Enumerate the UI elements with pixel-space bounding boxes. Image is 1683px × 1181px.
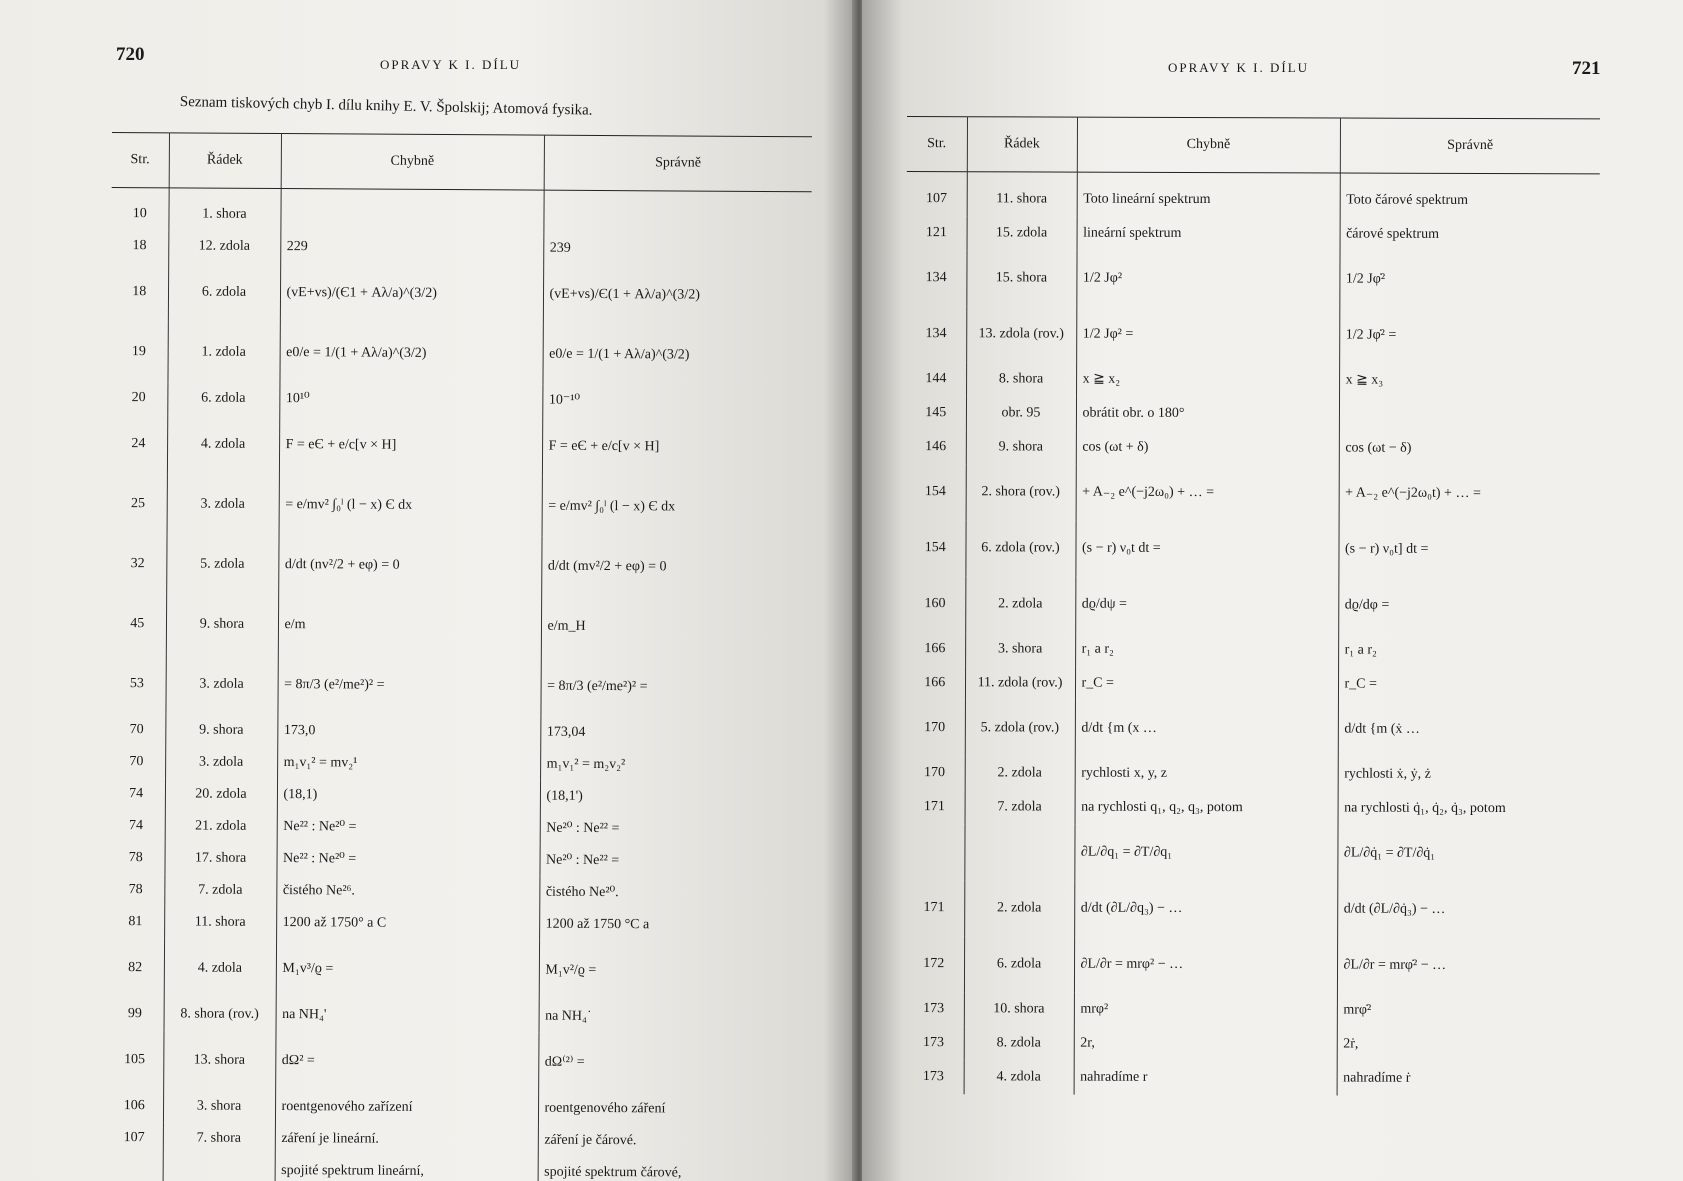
- right-cell: e0/e = 1/(1 + Aλ/a)^(3/2): [549, 346, 690, 363]
- wrong-cell: na NH₄': [276, 999, 539, 1033]
- running-head: OPRAVY K I. DÍLU: [380, 57, 522, 72]
- page-cell: 70: [108, 746, 165, 778]
- table-row: [109, 594, 809, 658]
- line-cell: 4. zdola: [164, 938, 276, 999]
- page-cell: 81: [107, 906, 164, 938]
- page-number: 721: [1572, 58, 1601, 79]
- right-cell: mrφ̇²: [1343, 1002, 1372, 1018]
- wrong-cell: d/dt {m (x …: [1075, 701, 1338, 758]
- line-cell: 2. shora (rov.): [966, 464, 1076, 520]
- wrong-cell: dΩ² =: [275, 1031, 538, 1093]
- right-cell: = e/mv² ∫₀ˡ (l − x) Є dx: [548, 498, 676, 515]
- column-header: Chybně: [1077, 117, 1340, 173]
- wrong-cell: r₁ a r₂: [1075, 633, 1338, 668]
- page-cell: 146: [906, 430, 966, 464]
- line-cell: 11. shora: [164, 906, 276, 939]
- right-cell: d/dt {m (ẋ …: [1344, 721, 1420, 737]
- line-cell: 9. shora: [165, 714, 277, 747]
- line-cell: 13. zdola (rov.): [966, 306, 1076, 362]
- wrong-cell: 2r,: [1074, 1027, 1337, 1062]
- wrong-cell: nahradíme r: [1074, 1061, 1337, 1096]
- wrong-cell: Ne²² : Ne²⁰ =: [277, 811, 540, 845]
- line-cell: 20. zdola: [165, 778, 277, 811]
- table-row: [111, 187, 811, 234]
- page-cell: 172: [904, 936, 964, 992]
- line-cell: [163, 1154, 275, 1181]
- table-row: [111, 262, 811, 326]
- page-cell: [106, 1154, 163, 1181]
- page-cell: 106: [106, 1090, 163, 1122]
- line-cell: 7. shora: [163, 1122, 275, 1155]
- line-cell: 8. zdola: [964, 1026, 1074, 1060]
- page-number: 720: [116, 44, 145, 65]
- page-cell: 145: [906, 396, 966, 430]
- wrong-cell: d/dt (∂L/∂q₃) − …: [1074, 881, 1337, 938]
- right-cell: 239: [549, 240, 571, 256]
- errata-caption: Seznam tiskových chyb I. dílu knihy E. V. Špolskij; Atomová fysika.: [179, 94, 593, 119]
- page-cell: 154: [905, 520, 965, 576]
- table-row: [905, 756, 1598, 792]
- page-cell: 171: [905, 790, 965, 824]
- table-row: [106, 1090, 806, 1126]
- right-cell: 1200 až 1750 °C a: [545, 916, 650, 933]
- right-cell: nahradíme ṙ: [1343, 1070, 1411, 1086]
- wrong-cell: cos (ωt + δ): [1076, 431, 1339, 466]
- page-cell: 173: [904, 992, 964, 1026]
- page-cell: 78: [107, 842, 164, 874]
- line-cell: 3. shora: [965, 632, 1075, 666]
- page-cell: 134: [906, 306, 966, 362]
- wrong-cell: na rychlosti q₁, q₂, q₃, potom: [1075, 791, 1338, 826]
- right-cell: M₁v²/ϱ =: [545, 962, 597, 978]
- right-cell: dϱ/dφ =: [1344, 597, 1390, 613]
- page-cell: 173: [904, 1026, 964, 1060]
- wrong-cell: x ≧ x₂: [1076, 363, 1339, 398]
- wrong-cell: 1200 až 1750° a C: [276, 907, 539, 941]
- right-cell: na NH₄˙: [545, 1008, 592, 1024]
- wrong-cell: m₁v₁² = mv₂¹: [277, 747, 540, 781]
- table-row: [904, 880, 1597, 938]
- line-cell: 2. zdola: [965, 756, 1075, 790]
- line-cell: 8. shora: [966, 362, 1076, 396]
- table-row: [906, 396, 1599, 432]
- page-cell: 25: [110, 474, 167, 534]
- right-cell: 2ṙ,: [1343, 1036, 1359, 1052]
- wrong-cell: čistého Ne²⁶.: [276, 875, 539, 909]
- line-cell: 11. zdola (rov.): [965, 666, 1075, 700]
- table-row: [904, 1060, 1597, 1096]
- wrong-cell: 1/2 Jφ²: [1076, 251, 1339, 308]
- line-cell: 9. shora: [966, 430, 1076, 464]
- wrong-cell: dϱ/dψ =: [1075, 577, 1338, 634]
- line-cell: 12. zdola: [168, 230, 280, 263]
- wrong-cell: obrátit obr. o 180°: [1076, 397, 1339, 432]
- right-cell: (vE+vs)/Є(1 + Aλ/a)^(3/2): [549, 286, 700, 303]
- right-cell: 1/2 Jφ̇²: [1345, 271, 1386, 287]
- page-cell: 170: [905, 700, 965, 756]
- wrong-cell: 1/2 Jφ² =: [1076, 307, 1339, 364]
- page-cell: 166: [905, 632, 965, 666]
- line-cell: 8. shora (rov.): [164, 998, 276, 1031]
- page-cell: 19: [110, 322, 167, 382]
- running-head: OPRAVY K I. DÍLU: [1168, 60, 1310, 75]
- table-row: [110, 414, 810, 478]
- column-header: Řádek: [967, 117, 1077, 172]
- right-cell: = 8π/3 (e²/me²)² =: [547, 678, 648, 695]
- line-cell: 10. shora: [964, 992, 1074, 1026]
- right-cell: 1/2 Jφ̇² =: [1345, 327, 1397, 343]
- right-cell: (18,1'): [546, 788, 583, 804]
- wrong-cell: spojité spektrum lineární,: [275, 1155, 538, 1181]
- page-cell: 170: [905, 756, 965, 790]
- wrong-cell: záření je lineární.: [275, 1123, 538, 1157]
- errata-table-left: [106, 132, 812, 1181]
- line-cell: 3. zdola: [165, 746, 277, 779]
- column-header: Správně: [1340, 118, 1600, 174]
- page-cell: 20: [110, 382, 167, 414]
- line-cell: 2. zdola: [965, 576, 1075, 632]
- table-row: [106, 1030, 806, 1094]
- table-row: [905, 520, 1598, 578]
- line-cell: 1. shora: [168, 188, 280, 231]
- right-cell: d/dt (mv²/2 + eφ) = 0: [547, 558, 667, 575]
- table-row: [905, 632, 1598, 668]
- right-cell: F = eЄ + e/c[v × H]: [548, 438, 660, 455]
- wrong-cell: = e/mv² ∫₀ˡ (l − x) Є dx: [279, 475, 542, 537]
- table-row: [108, 746, 808, 782]
- wrong-cell: Toto lineární spektrum: [1077, 172, 1340, 217]
- line-cell: 15. zdola: [967, 216, 1077, 250]
- wrong-cell: 229: [280, 231, 543, 265]
- wrong-cell: e/m: [278, 595, 541, 657]
- table-row: [906, 250, 1599, 308]
- table-row: [905, 666, 1598, 702]
- right-cell: r_C =: [1344, 676, 1377, 692]
- table-row: [110, 474, 810, 538]
- table-row: [107, 998, 807, 1034]
- wrong-cell: (18,1): [277, 779, 540, 813]
- line-cell: obr. 95: [966, 396, 1076, 430]
- right-cell: 10⁻¹⁰: [548, 392, 581, 408]
- wrong-cell: (vE+vs)/(Є1 + Aλ/a)^(3/2): [280, 263, 543, 325]
- table-row: [905, 700, 1598, 758]
- page-cell: 154: [906, 464, 966, 520]
- table-row: [904, 992, 1597, 1028]
- page-cell: 74: [108, 778, 165, 810]
- table-row: [907, 171, 1600, 218]
- table-row: [907, 216, 1600, 252]
- page-cell: 121: [907, 216, 967, 250]
- wrong-cell: mrφ²: [1074, 993, 1337, 1028]
- right-cell: ∂L/∂q̇₁ = ∂T/∂q̇₁: [1343, 845, 1436, 861]
- wrong-cell: 173,0: [277, 715, 540, 749]
- page-cell: 134: [906, 250, 966, 306]
- table-row: [106, 1122, 806, 1158]
- line-cell: 5. zdola: [166, 534, 278, 595]
- right-cell: e/m_H: [547, 618, 586, 634]
- line-cell: [964, 824, 1074, 880]
- page-cell: 82: [107, 938, 164, 998]
- right-cell: d/dt (∂L/∂q̇₃) − …: [1343, 901, 1446, 917]
- page-cell: 171: [904, 880, 964, 936]
- wrong-cell: roentgenového zařízení: [275, 1091, 538, 1125]
- line-cell: 6. zdola (rov.): [965, 520, 1075, 576]
- right-cell: m₁v₁² = m₂v₂²: [546, 756, 626, 773]
- table-row: [108, 810, 808, 846]
- page-cell: 24: [110, 414, 167, 474]
- right-cell: roentgenového záření: [544, 1100, 666, 1117]
- table-row: [107, 906, 807, 942]
- wrong-cell: = 8π/3 (e²/me²)² =: [277, 655, 540, 717]
- wrong-cell: ∂L/∂r = mrφ² − …: [1074, 937, 1337, 994]
- wrong-cell: lineární spektrum: [1077, 217, 1340, 252]
- line-cell: 4. zdola: [167, 414, 279, 475]
- table-row: [110, 382, 810, 418]
- table-header-row: [112, 132, 812, 191]
- wrong-cell: [280, 189, 543, 233]
- right-cell: [1339, 398, 1599, 433]
- line-cell: 2. zdola: [964, 880, 1074, 936]
- page-cell: 107: [106, 1122, 163, 1154]
- page-cell: 166: [905, 666, 965, 700]
- line-cell: 7. zdola: [965, 790, 1075, 824]
- wrong-cell: rychlosti x, y, z: [1075, 757, 1338, 792]
- table-row: [904, 1026, 1597, 1062]
- table-row: [906, 306, 1599, 364]
- page-cell: 173: [904, 1060, 964, 1094]
- table-row: [107, 874, 807, 910]
- line-cell: 5. zdola (rov.): [965, 700, 1075, 756]
- table-row: [906, 430, 1599, 466]
- right-cell: rychlosti ẋ, ẏ, ż: [1344, 766, 1431, 782]
- table-row: [904, 936, 1597, 994]
- table-row: [904, 824, 1597, 882]
- line-cell: 4. zdola: [964, 1060, 1074, 1094]
- right-cell: záření je čárové.: [544, 1132, 637, 1149]
- table-row: [111, 230, 811, 266]
- page-cell: 107: [907, 171, 967, 216]
- line-cell: 3. shora: [163, 1090, 275, 1123]
- line-cell: 1. zdola: [167, 322, 279, 383]
- wrong-cell: ∂L/∂q₁ = ∂T/∂q₁: [1074, 825, 1337, 882]
- table-row: [108, 778, 808, 814]
- wrong-cell: d/dt (nv²/2 + eφ) = 0: [278, 535, 541, 597]
- page-cell: 45: [109, 594, 166, 654]
- page-cell: 74: [108, 810, 165, 842]
- page-cell: 105: [106, 1030, 163, 1090]
- line-cell: 3. zdola: [165, 654, 277, 715]
- table-row: [109, 534, 809, 598]
- page-cell: 160: [905, 576, 965, 632]
- table-row: [906, 362, 1599, 398]
- line-cell: 6. zdola: [167, 382, 279, 415]
- table-header-row: [907, 117, 1600, 174]
- right-cell: dΩ⁽²⁾ =: [544, 1054, 585, 1070]
- right-cell: r₁ a r₂: [1344, 642, 1377, 658]
- right-cell: x ≧ x₃: [1345, 372, 1384, 388]
- line-cell: 6. zdola: [168, 262, 280, 323]
- page-cell: 144: [906, 362, 966, 396]
- table-row: [905, 790, 1598, 826]
- line-cell: 9. shora: [166, 594, 278, 655]
- line-cell: 13. shora: [163, 1030, 275, 1091]
- table-row: [108, 714, 808, 750]
- right-cell: Toto čárové spektrum: [1346, 192, 1469, 208]
- column-header: Str.: [112, 132, 169, 187]
- right-cell: cos (ωt − δ): [1345, 440, 1412, 456]
- column-header: Chybně: [281, 134, 544, 191]
- line-cell: 3. zdola: [167, 474, 279, 535]
- line-cell: 7. zdola: [164, 874, 276, 907]
- right-cell: Ne²⁰ : Ne²² =: [546, 852, 620, 869]
- right-cell: 173,04: [546, 724, 586, 740]
- right-cell: [543, 190, 811, 234]
- table-row: [110, 322, 810, 386]
- table-row: [107, 938, 807, 1002]
- page-cell: [904, 824, 964, 880]
- table-row: [905, 576, 1598, 634]
- page-cell: 99: [107, 998, 164, 1030]
- page-cell: 70: [108, 714, 165, 746]
- right-cell: (s − r) ν₀t] dt =: [1344, 541, 1429, 557]
- page-cell: 10: [111, 187, 168, 230]
- wrong-cell: Ne²² : Ne²⁰ =: [276, 843, 539, 877]
- table-row: [108, 654, 808, 718]
- wrong-cell: F = eЄ + e/c[v × H]: [279, 415, 542, 477]
- table-row: [906, 464, 1599, 522]
- right-cell: na rychlosti q̇₁, q̇₂, q̇₃, potom: [1344, 800, 1506, 817]
- column-header: Správně: [544, 135, 812, 192]
- page-cell: 53: [108, 654, 165, 714]
- right-cell: čárové spektrum: [1346, 226, 1440, 242]
- wrong-cell: 10¹⁰: [279, 383, 542, 417]
- right-cell: + A₋₂ e^(−j2ω₀t) + … =: [1345, 485, 1481, 501]
- wrong-cell: M₁v³/ϱ =: [276, 939, 539, 1001]
- column-header: Str.: [907, 117, 967, 172]
- page-cell: 18: [111, 230, 168, 262]
- right-cell: čistého Ne²⁰.: [545, 884, 619, 901]
- right-cell: Ne²⁰ : Ne²² =: [546, 820, 620, 837]
- wrong-cell: r_C =: [1075, 667, 1338, 702]
- errata-table-right: [904, 116, 1600, 1096]
- page-cell: 32: [109, 534, 166, 594]
- right-cell: spojité spektrum čárové,: [544, 1164, 682, 1181]
- page-cell: 18: [111, 262, 168, 322]
- column-header: Řádek: [169, 133, 281, 189]
- line-cell: 6. zdola: [964, 936, 1074, 992]
- line-cell: 17. shora: [164, 842, 276, 875]
- table-row: [106, 1154, 806, 1181]
- page-cell: 78: [107, 874, 164, 906]
- line-cell: 21. zdola: [165, 810, 277, 843]
- line-cell: 11. shora: [967, 172, 1077, 217]
- table-row: [107, 842, 807, 878]
- wrong-cell: e0/e = 1/(1 + Aλ/a)^(3/2): [279, 323, 542, 385]
- wrong-cell: (s − r) ν₀t dt =: [1075, 521, 1338, 578]
- line-cell: 15. shora: [966, 250, 1076, 306]
- right-cell: ∂L/∂r = mrφ̇² − …: [1343, 957, 1447, 973]
- wrong-cell: + A₋₂ e^(−j2ω₀) + … =: [1076, 465, 1339, 522]
